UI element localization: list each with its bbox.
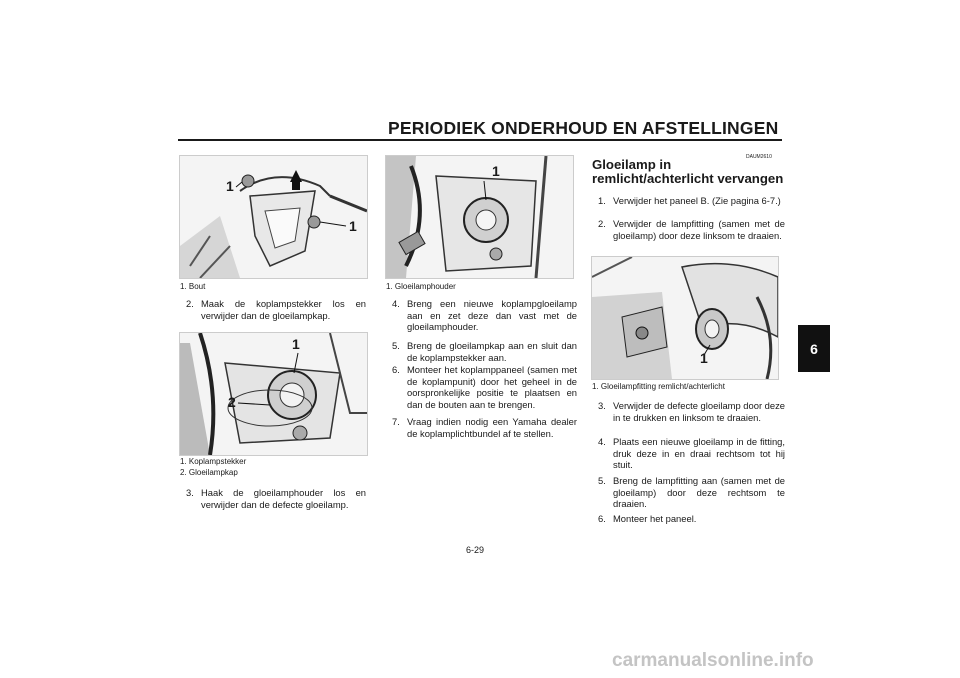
step-6-rear: [598, 513, 785, 525]
step-1: [598, 195, 785, 207]
step-number: 5.: [392, 340, 400, 351]
step-4: [392, 298, 577, 333]
step-2: [186, 298, 366, 321]
figure1-caption: 1. Bout: [180, 282, 206, 291]
step-text: Verwijder de defecte gloeilamp door deze in te drukken en linksom te draaien.: [613, 400, 785, 423]
bulb-holder-photo: [385, 155, 574, 279]
step-number: 1.: [598, 195, 606, 206]
step-text: Maak de koplampstekker los en verwijder dan de gloeilampkap.: [201, 298, 366, 321]
figure4-caption: 1. Gloeilampfitting remlicht/achterlicht: [592, 382, 725, 391]
page-header-title: PERIODIEK ONDERHOUD EN AFSTELLINGEN: [388, 118, 779, 138]
step-number: 6.: [392, 364, 400, 375]
figure1-callout-1: 1: [226, 178, 234, 194]
headlight-bolt-photo: [179, 155, 368, 279]
step-number: 7.: [392, 416, 400, 427]
section-title: Gloeilamp in remlicht/achterlicht vervangen: [592, 157, 784, 186]
step-text: Breng de lampfitting aan (samen met de gloeilamp) door deze rechtsom te draaien.: [613, 475, 785, 510]
step-text: Plaats een nieuwe gloeilamp in de fitting, druk deze in en draai rechtsom tot hij stuit.: [613, 436, 785, 471]
step-number: 5.: [598, 475, 606, 486]
step-2-rear: [598, 218, 785, 241]
step-text: Verwijder het paneel B. (Zie pagina 6-7.): [613, 195, 781, 206]
step-text: Monteer het paneel.: [613, 513, 697, 524]
step-number: 4.: [598, 436, 606, 447]
step-number: 6.: [598, 513, 606, 524]
step-4-rear: [598, 436, 785, 471]
step-number: 4.: [392, 298, 400, 309]
step-3: [186, 487, 366, 510]
step-text: Monteer het koplamppaneel (samen met de koplampunit) door het geheel in de oorspronkelijke positie te plaatsen en dan de bouten aan te brengen.: [407, 364, 577, 410]
page-number: 6-29: [466, 545, 485, 555]
header-rule: [178, 139, 782, 141]
figure1-callout-2: 1: [349, 218, 357, 234]
figure3-callout-1: 1: [492, 163, 500, 179]
step-text: Breng een nieuwe koplampgloeilamp aan en zet deze dan vast met de gloeilamphouder.: [407, 298, 577, 333]
section-code: DAUM2610: [746, 154, 772, 160]
step-number: 2.: [598, 218, 606, 229]
step-5: [392, 340, 577, 363]
step-number: 2.: [186, 298, 194, 309]
step-5-rear: [598, 475, 785, 510]
step-text: Vraag indien nodig een Yamaha dealer de koplamplichtbundel af te stellen.: [407, 416, 577, 439]
step-number: 3.: [186, 487, 194, 498]
tail-light-socket-photo: [591, 256, 779, 380]
chapter-tab: 6: [798, 325, 830, 372]
step-text: Verwijder de lampfitting (samen met de gloeilamp) door deze linksom te draaien.: [613, 218, 785, 241]
figure2-caption-2: 2. Gloeilampkap: [180, 468, 238, 477]
step-text: Breng de gloeilampkap aan en sluit dan de koplampstekker aan.: [407, 340, 577, 363]
step-6: [392, 364, 577, 410]
figure2-caption-1: 1. Koplampstekker: [180, 457, 247, 466]
step-number: 3.: [598, 400, 606, 411]
figure2-callout-2: 2: [228, 394, 236, 410]
watermark: carmanualsonline.info: [612, 650, 814, 671]
step-text: Haak de gloeilamphouder los en verwijder dan de defecte gloeilamp.: [201, 487, 366, 510]
headlight-connector-photo: [179, 332, 368, 456]
figure2-callout-1: 1: [292, 336, 300, 352]
figure3-caption: 1. Gloeilamphouder: [386, 282, 456, 291]
step-7: [392, 416, 577, 439]
figure4-callout-1: 1: [700, 350, 708, 366]
step-3-rear: [598, 400, 785, 423]
